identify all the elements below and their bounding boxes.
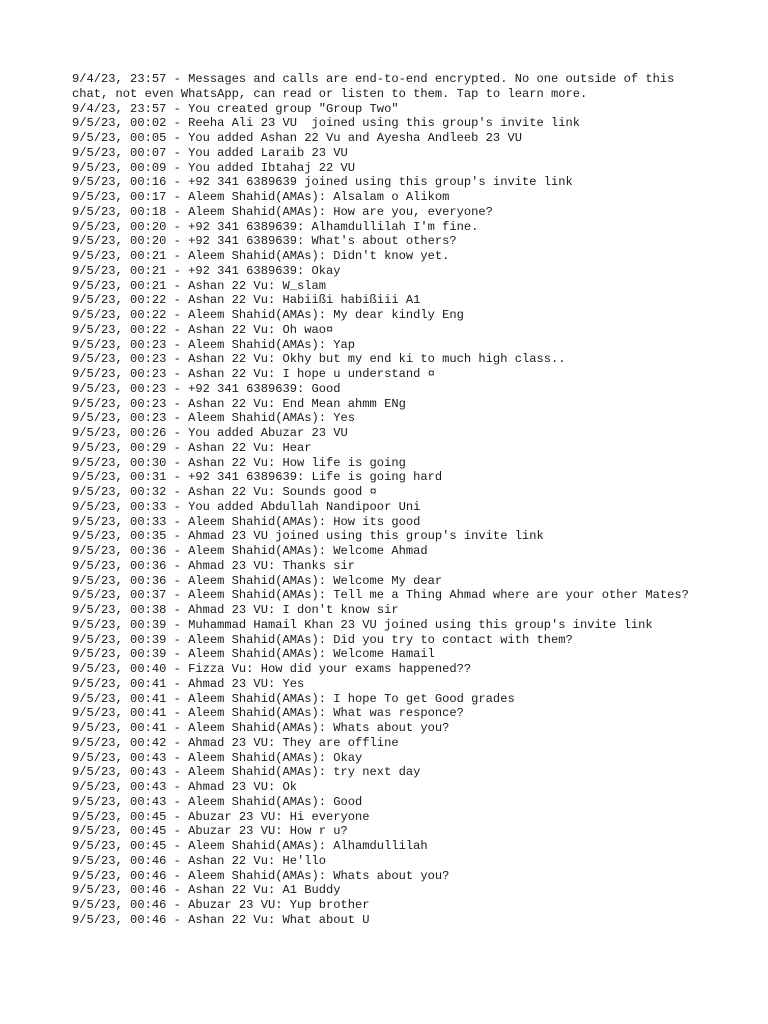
chat-line: 9/5/23, 00:45 - Aleem Shahid(AMAs): Alhamdullilah [72, 839, 428, 853]
chat-line: 9/5/23, 00:22 - Ashan 22 Vu: Oh wao¤ [72, 322, 334, 337]
chat-line: 9/5/23, 00:42 - Ahmad 23 VU: They are offline [72, 735, 399, 750]
chat-line: 9/5/23, 00:22 - Aleem Shahid(AMAs): My dear kindly Eng [72, 308, 464, 322]
chat-line: 9/5/23, 00:20 - +92 341 6389639: Alhamdullilah I'm fine. [72, 219, 479, 234]
chat-line: 9/5/23, 00:39 - Aleem Shahid(AMAs): Did you try to contact with them? [72, 632, 573, 647]
chat-line: 9/5/23, 00:31 - +92 341 6389639: Life is going hard [72, 470, 443, 485]
chat-line: 9/5/23, 00:46 - Abuzar 23 VU: Yup brother [72, 898, 370, 912]
chat-line: 9/5/23, 00:43 - Aleem Shahid(AMAs): Good [72, 794, 363, 809]
chat-line: 9/5/23, 00:39 - Aleem Shahid(AMAs): Welcome Hamail [72, 647, 435, 662]
chat-line: 9/5/23, 00:39 - Muhammad Hamail Khan 23 VU joined using this group's invite link [72, 617, 653, 632]
chat-export-text [72, 72, 702, 928]
chat-line: 9/5/23, 00:21 - Ashan 22 Vu: W_slam [72, 278, 327, 293]
chat-line: 9/4/23, 23:57 - You created group "Group Two" [72, 101, 399, 116]
chat-line: 9/5/23, 00:40 - Fizza Vu: How did your exams happened?? [72, 662, 472, 676]
chat-line: 9/5/23, 00:32 - Ashan 22 Vu: Sounds good ¤ [72, 485, 377, 499]
chat-line: 9/5/23, 00:21 - Aleem Shahid(AMAs): Didn't know yet. [72, 249, 450, 263]
chat-line: 9/5/23, 00:33 - Aleem Shahid(AMAs): How its good [72, 514, 421, 529]
chat-line: 9/5/23, 00:23 - +92 341 6389639: Good [72, 381, 341, 396]
chat-line: 9/5/23, 00:38 - Ahmad 23 VU: I don't know sir [72, 603, 399, 617]
chat-line: 9/5/23, 00:43 - Aleem Shahid(AMAs): try next day [72, 765, 421, 780]
chat-line: 9/5/23, 00:05 - You added Ashan 22 Vu and Ayesha Andleeb 23 VU [72, 131, 522, 145]
chat-line: 9/5/23, 00:35 - Ahmad 23 VU joined using this group's invite link [72, 529, 544, 544]
chat-line: 9/5/23, 00:20 - +92 341 6389639: What's about others? [72, 234, 457, 249]
chat-line: 9/5/23, 00:45 - Abuzar 23 VU: How r u? [72, 824, 348, 839]
chat-line: 9/5/23, 00:07 - You added Laraib 23 VU [72, 145, 348, 160]
chat-line: 9/4/23, 23:57 - Messages and calls are end-to-end encrypted. No one outside of this chat, not even WhatsApp, can read or listen to them. Tap to learn more. [72, 72, 682, 101]
chat-line: 9/5/23, 00:23 - Aleem Shahid(AMAs): Yes [72, 411, 356, 426]
chat-line: 9/5/23, 00:09 - You added Ibtahaj 22 VU [72, 160, 356, 175]
chat-line: 9/5/23, 00:37 - Aleem Shahid(AMAs): Tell me a Thing Ahmad where are your other Mates? [72, 588, 689, 603]
chat-line: 9/5/23, 00:23 - Ashan 22 Vu: Okhy but my end ki to much high class.. [72, 352, 566, 367]
chat-line: 9/5/23, 00:30 - Ashan 22 Vu: How life is going [72, 455, 406, 470]
chat-line: 9/5/23, 00:23 - Ashan 22 Vu: I hope u understand ¤ [72, 367, 435, 381]
chat-line: 9/5/23, 00:46 - Ashan 22 Vu: A1 Buddy [72, 883, 341, 898]
chat-line: 9/5/23, 00:22 - Ashan 22 Vu: Habiißi habißiii A1 [72, 293, 421, 308]
chat-line: 9/5/23, 00:45 - Abuzar 23 VU: Hi everyone [72, 809, 370, 824]
chat-line: 9/5/23, 00:36 - Ahmad 23 VU: Thanks sir [72, 558, 356, 573]
chat-line: 9/5/23, 00:21 - +92 341 6389639: Okay [72, 263, 341, 278]
chat-line: 9/5/23, 00:43 - Aleem Shahid(AMAs): Okay [72, 750, 363, 765]
chat-line: 9/5/23, 00:46 - Ashan 22 Vu: He'llo [72, 853, 327, 868]
chat-line: 9/5/23, 00:36 - Aleem Shahid(AMAs): Welcome My dear [72, 573, 443, 588]
chat-line: 9/5/23, 00:26 - You added Abuzar 23 VU [72, 426, 348, 440]
chat-line: 9/5/23, 00:46 - Ashan 22 Vu: What about U [72, 912, 370, 927]
chat-line: 9/5/23, 00:41 - Aleem Shahid(AMAs): What was responce? [72, 706, 464, 721]
chat-line: 9/5/23, 00:41 - Aleem Shahid(AMAs): Whats about you? [72, 721, 450, 735]
chat-line: 9/5/23, 00:23 - Aleem Shahid(AMAs): Yap [72, 337, 356, 352]
chat-line: 9/5/23, 00:41 - Ahmad 23 VU: Yes [72, 676, 305, 691]
chat-line: 9/5/23, 00:43 - Ahmad 23 VU: Ok [72, 780, 297, 794]
chat-line: 9/5/23, 00:36 - Aleem Shahid(AMAs): Welcome Ahmad [72, 544, 428, 558]
chat-line: 9/5/23, 00:18 - Aleem Shahid(AMAs): How are you, everyone? [72, 204, 493, 219]
chat-line: 9/5/23, 00:29 - Ashan 22 Vu: Hear [72, 440, 312, 455]
chat-line: 9/5/23, 00:46 - Aleem Shahid(AMAs): Whats about you? [72, 868, 450, 883]
chat-line: 9/5/23, 00:23 - Ashan 22 Vu: End Mean ahmm ENg [72, 396, 406, 411]
chat-line: 9/5/23, 00:16 - +92 341 6389639 joined using this group's invite link [72, 175, 573, 190]
chat-line: 9/5/23, 00:02 - Reeha Ali 23 VU joined using this group's invite link [72, 116, 581, 131]
chat-line: 9/5/23, 00:17 - Aleem Shahid(AMAs): Alsalam o Alikom [72, 190, 450, 204]
chat-line: 9/5/23, 00:41 - Aleem Shahid(AMAs): I hope To get Good grades [72, 691, 515, 706]
chat-line: 9/5/23, 00:33 - You added Abdullah Nandipoor Uni [72, 499, 421, 514]
